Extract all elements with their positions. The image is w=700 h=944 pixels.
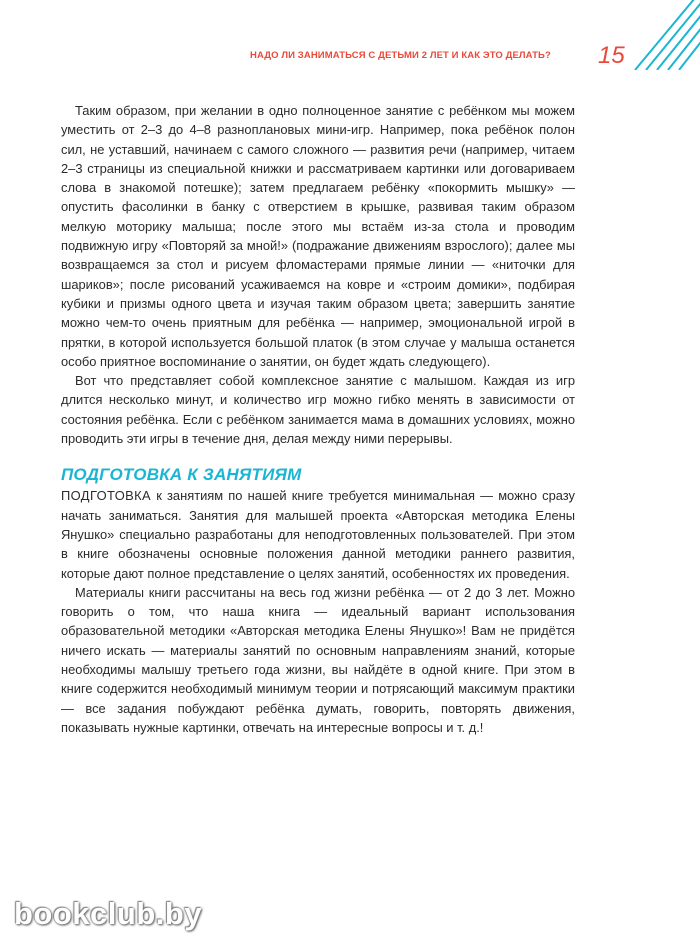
stripe-line [635,0,700,70]
body-paragraph: Вот что представляет собой комплексное занятие с малышом. Каждая из игр длится несколько минут, и количество игр можно гибко менять в зависимости от состояния ребёнка. Если с ребёнком занимается мама в домашних условиях, можно проводить эти игры в течение дня, делая между ними перерывы. [61,373,575,447]
section-first-paragraph [61,486,575,582]
section-paragraph-text: к занятиям по нашей книге требуется минимальная — можно сразу начать заниматься. Занятия для малышей проекта «Авторская методика Елены Янушко» специально разработаны для неподготовленных пользователей. При этом в книге обозначены основные положения данной методики раннего развития, которые дают полное представление о целях занятий, особенностях их проведения. [61,488,575,581]
section-lead-word: ПОДГОТОВКА [61,488,152,504]
page-body [61,101,575,737]
section-heading: ПОДГОТОВКА К ЗАНЯТИЯМ [61,465,302,485]
watermark-logo: bookclub.by [14,896,203,931]
running-title: НАДО ЛИ ЗАНИМАТЬСЯ С ДЕТЬМИ 2 ЛЕТ И КАК ЭТО ДЕЛАТЬ? [250,50,551,61]
decorative-stripes [550,0,700,70]
stripes-graphic [550,0,700,70]
page-number: 15 [598,42,625,69]
body-paragraph: Таким образом, при желании в одно полноценное занятие с ребёнком мы можем уместить от 2–3 до 4–8 разноплановых мини-игр. Например, пока ребёнок полон сил, не уставший, начинаем с самого сложного — развития речи (например, читаем 2–3 страницы из специальной книжки и рассматриваем картинки или договариваем слова в знакомой потешке); затем предлагаем ребёнку «покормить мышку» — опустить фасолинки в банку с отверстием в крышке, развивая таким образом мелкую моторику малыша; после этого мы встаём из-за стола и проводим подвижную игру «Повторяй за мной!» (подражание движениям взрослого); далее мы возвращаемся за стол и рисуем фломастерами прямые линии — «ниточки для шариков»; после рисований усаживаемся на ковре и «строим домики», подбирая кубики и призмы одного цвета и изучая таким образом цвета; завершить занятие можно чем-то очень приятным для ребёнка — например, эмоциональной игрой в прятки, в которой используется большой платок (в этом случае у малыша останется особо приятное воспоминание о занятии, он будет ждать следующего). [61,103,575,369]
body-paragraph: Материалы книги рассчитаны на весь год жизни ребёнка — от 2 до 3 лет. Можно говорить о том, что наша книга — идеальный вариант использования образовательной методики «Авторская методика Елены Янушко»! Вам не придётся ничего искать — материалы занятий по основным направлениям знаний, которые необходимы малышу третьего года жизни, вы найдёте в одной книге. При этом в книге содержится необходимый минимум теории и потрясающий максимум практики — все задания побуждают ребёнка думать, говорить, повторять движения, показывать нужные картинки, отвечать на интересные вопросы и т. д.! [61,584,575,735]
stripe-line [646,0,700,70]
